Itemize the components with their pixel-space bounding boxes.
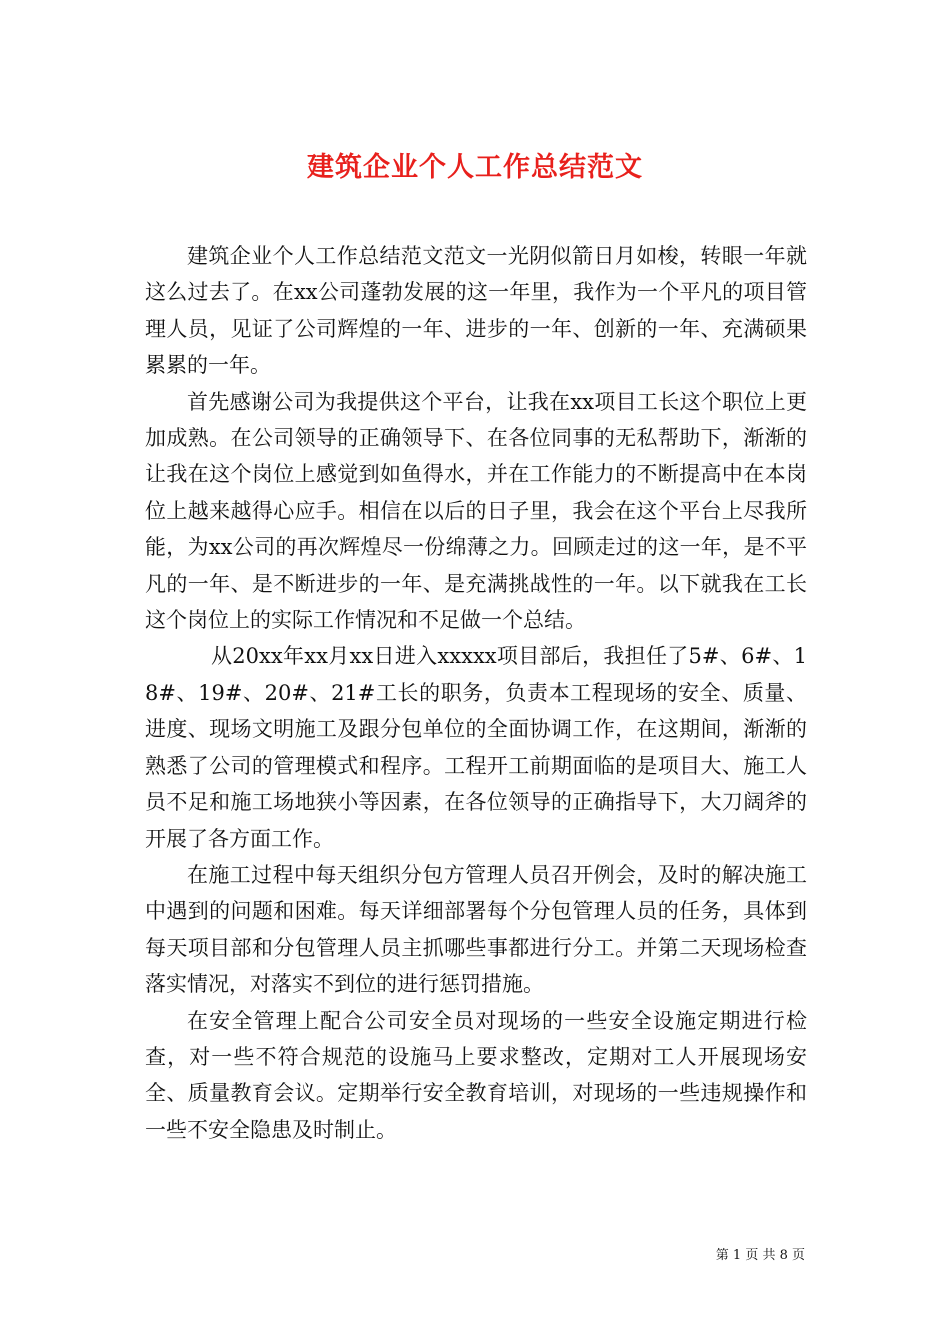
paragraph-intro: 建筑企业个人工作总结范文范文一光阴似箭日月如梭，转眼一年就这么过去了。在xx公司蓬勃发展的这一年里，我作为一个平凡的项目管理人员，见证了公司辉煌的一年、进步的一年、创新的一年、充满硕果累累的一年。 <box>145 244 807 378</box>
document-body <box>145 238 807 1148</box>
page-number-footer: 第 1 页 共 8 页 <box>715 1248 805 1263</box>
paragraph-thanks: 首先感谢公司为我提供这个平台，让我在xx项目工长这个职位上更加成熟。在公司领导的正确领导下、在各位同事的无私帮助下，渐渐的让我在这个岗位上感觉到如鱼得水，并在工作能力的不断提高中在本岗位上越来越得心应手。相信在以后的日子里，我会在这个平台上尽我所能，为xx公司的再次辉煌尽一份绵薄之力。回顾走过的这一年，是不平凡的一年、是不断进步的一年、是充满挑战性的一年。以下就我在工长这个岗位上的实际工作情况和不足做一个总结。 <box>145 389 807 633</box>
document-title: 建筑企业个人工作总结范文 <box>307 152 643 184</box>
paragraph-meetings: 在施工过程中每天组织分包方管理人员召开例会，及时的解决施工中遇到的问题和困难。每天详细部署每个分包管理人员的任务，具体到每天项目部和分包管理人员主抓哪些事都进行分工。并第二天现场检查落实情况，对落实不到位的进行惩罚措施。 <box>145 862 807 997</box>
paragraph-safety: 在安全管理上配合公司安全员对现场的一些安全设施定期进行检查，对一些不符合规范的设施马上要求整改，定期对工人开展现场安全、质量教育会议。定期举行安全教育培训，对现场的一些违规操作和一些不安全隐患及时制止。 <box>145 1008 807 1142</box>
paragraph-responsibilities: 从20xx年xx月xx日进入xxxxx项目部后，我担任了5#、6#、18#、19#、20#、21#工长的职务，负责本工程现场的安全、质量、进度、现场文明施工及跟分包单位的全面协调工作，在这期间，渐渐的熟悉了公司的管理模式和程序。工程开工前期面临的是项目大、施工人员不足和施工场地狭小等因素，在各位领导的正确指导下，大刀阔斧的开展了各方面工作。 <box>145 644 807 851</box>
